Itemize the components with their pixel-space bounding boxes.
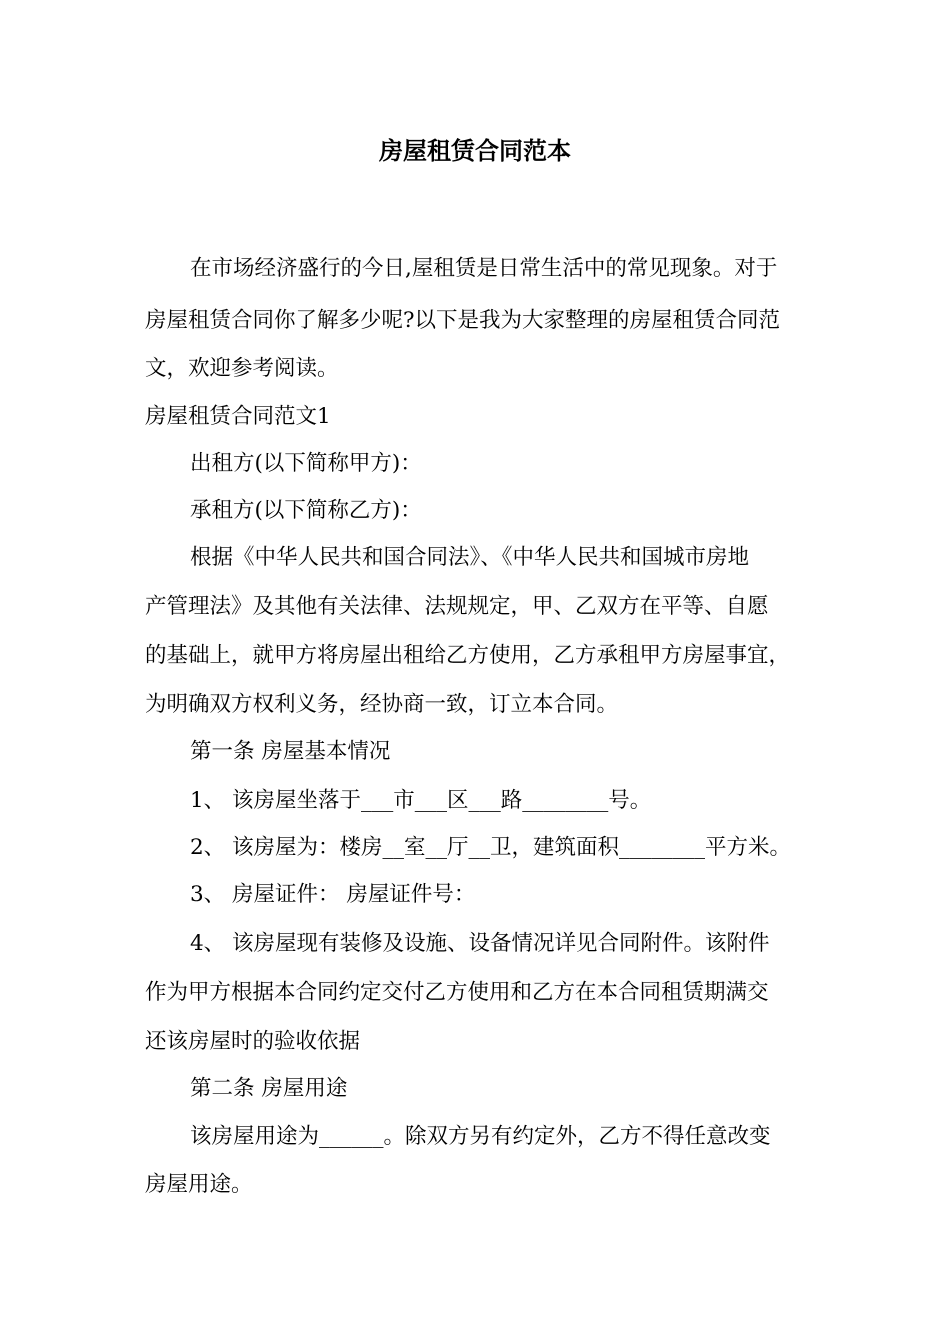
paragraph-line: 该房屋用途为______。除双方另有约定外，乙方不得任意改变 (190, 1124, 771, 1149)
article-heading: 第二条 房屋用途 (190, 1076, 348, 1101)
clause-line: 3、 房屋证件： 房屋证件号： (190, 882, 476, 907)
party-b-line: 承租方(以下简称乙方)： (190, 498, 422, 523)
paragraph-line: 在市场经济盛行的今日,屋租赁是日常生活中的常见现象。对于 (190, 256, 778, 281)
article-heading: 第一条 房屋基本情况 (190, 739, 391, 764)
paragraph-line: 为明确双方权利义务，经协商一致，订立本合同。 (145, 692, 619, 717)
document-title: 房屋租赁合同范本 (379, 137, 571, 165)
paragraph-line: 房屋用途。 (145, 1172, 253, 1197)
paragraph-line: 文，欢迎参考阅读。 (145, 356, 339, 381)
paragraph-line: 产管理法》及其他有关法律、法规规定，甲、乙双方在平等、自愿 (145, 594, 769, 619)
clause-line: 4、 该房屋现有装修及设施、设备情况详见合同附件。该附件 (190, 931, 770, 956)
paragraph-line: 作为甲方根据本合同约定交付乙方使用和乙方在本合同租赁期满交 (145, 980, 769, 1005)
paragraph-line: 根据《中华人民共和国合同法》、《中华人民共和国城市房地 (190, 545, 750, 570)
clause-line: 1、 该房屋坐落于___市___区___路________号。 (190, 788, 652, 813)
paragraph-line: 还该房屋时的验收依据 (145, 1029, 361, 1054)
party-a-line: 出租方(以下简称甲方)： (190, 451, 422, 476)
section-heading: 房屋租赁合同范文1 (145, 404, 331, 429)
paragraph-line: 的基础上，就甲方将房屋出租给乙方使用，乙方承租甲方房屋事宜， (145, 643, 791, 668)
paragraph-line: 房屋租赁合同你了解多少呢?以下是我为大家整理的房屋租赁合同范 (145, 308, 781, 333)
clause-line: 2、 该房屋为：楼房__室__厅__卫，建筑面积________平方米。 (190, 835, 792, 860)
